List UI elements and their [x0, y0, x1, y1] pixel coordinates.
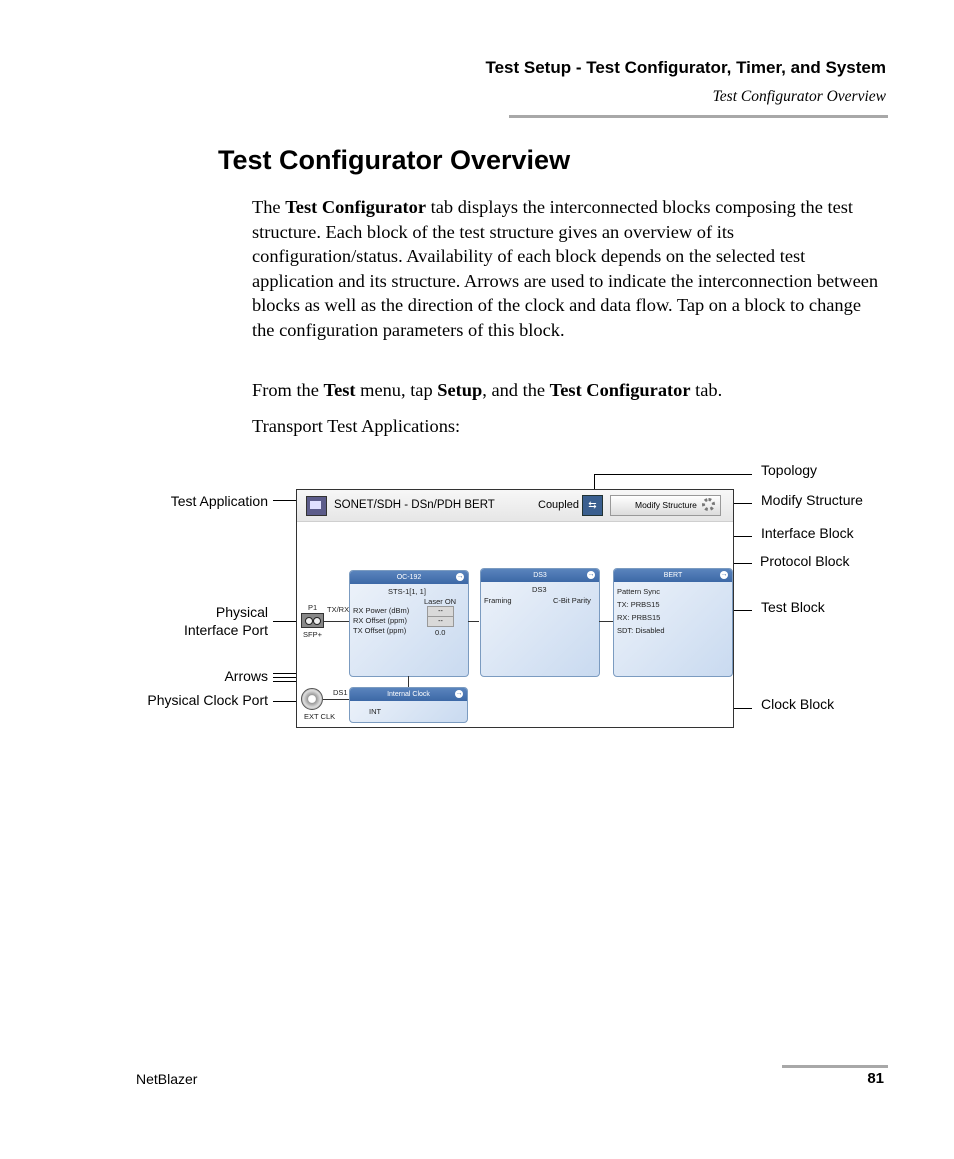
sts-label: STS-1[1, 1]	[388, 587, 426, 596]
interface-block-title: OC-192	[396, 574, 422, 581]
leader-topology-h	[594, 474, 752, 475]
txrx-label: TX/RX	[327, 605, 350, 614]
callout-arrows: Arrows	[224, 668, 268, 684]
header-rule	[509, 115, 888, 118]
tx-offset-label: TX Offset (ppm)	[353, 626, 407, 635]
leader-test-block	[731, 610, 752, 611]
clock-block[interactable]	[349, 687, 468, 723]
footer-product: NetBlazer	[136, 1071, 198, 1087]
protocol-block-title: DS3	[533, 572, 547, 579]
arrow-protocol-test	[599, 621, 613, 622]
test-rx-pattern: RX: PRBS15	[617, 613, 661, 622]
p2-bold-2: Setup	[437, 380, 483, 400]
instruction-paragraph	[252, 378, 888, 403]
p2-bold-1: Test	[323, 380, 356, 400]
framing-label: Framing	[484, 596, 512, 605]
protocol-sub-label: DS3	[532, 585, 547, 594]
callout-test-block: Test Block	[761, 599, 825, 615]
arrow-clock-port	[323, 699, 349, 700]
rx-offset-label: RX Offset (ppm)	[353, 616, 408, 625]
section-subtitle: Test Configurator Overview	[712, 88, 886, 105]
intro-paragraph	[252, 195, 888, 342]
test-application-title[interactable]: SONET/SDH - DSn/PDH BERT	[334, 499, 495, 511]
p1-text-2: tab displays the interconnected blocks composing the test structure. Each block of the test structure gives an overview of its configuration/status. Availability of each block depends on the selected test application and its structure. Arrows are used to indicate the interconnection between blocks as well as the direction of the clock and data flow. Tap on a block to change the configuration parameters of this block.	[252, 197, 879, 340]
interface-block[interactable]	[349, 570, 469, 677]
rx-power-label: RX Power (dBm)	[353, 606, 410, 615]
test-configurator-screen	[296, 489, 734, 728]
protocol-block-header	[481, 569, 599, 582]
callout-topology: Topology	[761, 462, 818, 478]
tx-offset-value: 0.0	[435, 628, 446, 637]
topology-icon[interactable]: ⇆	[582, 495, 603, 516]
p1-bold-1: Test Configurator	[285, 197, 427, 217]
laser-status: Laser ON	[424, 597, 457, 606]
p1-text-1: The	[252, 197, 286, 217]
page-number: 81	[867, 1070, 884, 1087]
modify-structure-label: Modify Structure	[635, 500, 697, 510]
leader-physical-port	[273, 621, 298, 622]
test-block-title: BERT	[663, 572, 683, 579]
protocol-block[interactable]	[480, 568, 600, 677]
p2-text-4: tab.	[690, 380, 723, 400]
sfp-label: SFP+	[303, 630, 322, 639]
ds1-label: DS1	[333, 688, 348, 697]
ext-clk-label: EXT CLK	[304, 712, 336, 721]
callout-physical-interface-port-line1: Physical	[215, 604, 268, 620]
figure-intro: Transport Test Applications:	[252, 416, 461, 436]
test-application-icon[interactable]	[306, 496, 327, 516]
p2-text-3: , and the	[482, 380, 550, 400]
callout-clock-block: Clock Block	[761, 696, 835, 712]
clock-value: INT	[369, 707, 382, 716]
test-block[interactable]	[613, 568, 733, 677]
gear-icon	[702, 498, 715, 511]
p2-text-2: menu, tap	[355, 380, 438, 400]
framing-value: C-Bit Parity	[553, 596, 591, 605]
callout-physical-clock-port: Physical Clock Port	[147, 692, 268, 708]
test-block-header	[614, 569, 732, 582]
navigate-icon[interactable]: →	[455, 690, 463, 697]
clock-block-title: Internal Clock	[387, 691, 430, 698]
navigate-icon[interactable]: →	[587, 571, 595, 578]
rx-power-value: --	[427, 606, 454, 617]
callout-physical-interface-port-line2: Interface Port	[183, 622, 268, 638]
callout-test-application: Test Application	[170, 493, 268, 509]
pattern-sync-label: Pattern Sync	[617, 587, 660, 596]
sfp-port-icon[interactable]	[301, 613, 324, 628]
navigate-icon[interactable]: →	[456, 573, 464, 580]
p2-bold-3: Test Configurator	[549, 380, 691, 400]
callout-protocol-block: Protocol Block	[760, 553, 850, 569]
test-tx-pattern: TX: PRBS15	[617, 600, 660, 609]
test-sdt: SDT: Disabled	[617, 626, 665, 635]
chapter-title: Test Setup - Test Configurator, Timer, and System	[485, 58, 886, 77]
port-label: P1	[308, 603, 318, 612]
leader-test-application	[273, 500, 296, 501]
page-title: Test Configurator Overview	[218, 145, 571, 175]
clock-block-header	[350, 688, 467, 701]
arrow-port-interface	[323, 621, 349, 622]
interface-block-header	[350, 571, 468, 584]
footer-rule	[782, 1065, 888, 1068]
leader-clock-port	[273, 701, 298, 702]
modify-structure-button[interactable]	[610, 495, 721, 516]
callout-modify-structure: Modify Structure	[761, 492, 863, 508]
coupled-label: Coupled	[538, 499, 579, 511]
clock-port-icon[interactable]	[301, 688, 323, 710]
p2-text-1: From the	[252, 380, 324, 400]
arrow-interface-protocol	[468, 621, 479, 622]
rx-offset-value: --	[427, 616, 454, 627]
callout-interface-block: Interface Block	[761, 525, 854, 541]
screen-topbar	[297, 490, 733, 522]
navigate-icon[interactable]: →	[720, 571, 728, 578]
